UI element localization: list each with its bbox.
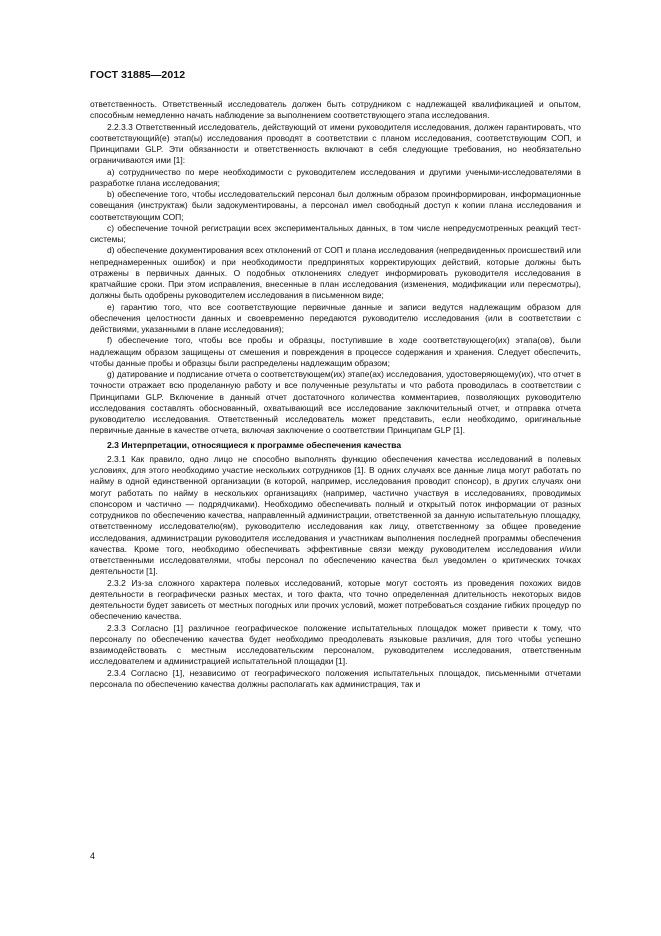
list-item-b: b) обеспечение того, чтобы исследовательский персонал был должным образом проинформирован, информационные совещания (инструктаж) были задокументированы, а персонал имел свободный доступ к копии плана исследования и соответствующим СОП; <box>90 189 581 222</box>
paragraph-2-3-2: 2.3.2 Из-за сложного характера полевых исследований, которые могут состоять из проведения похожих видов деятельности в географически разных местах, и того факта, что точно определенная длительность некоторых видов деятельности будет зависеть от местных погодных или прочих условий, может потребоваться создание гибких процедур по обеспечению качества. <box>90 577 581 622</box>
list-item-a: а) сотрудничество по мере необходимости с руководителем исследования и другими учеными-исследователями в разработке плана исследования; <box>90 166 581 188</box>
list-item-d: d) обеспечение документирования всех отклонений от СОП и плана исследования (непредвиденных происшествий или непреднамеренных ошибок) и при необходимости предпринятых корректирующих действий, которые должны быть отражены в первичных данных. О подобных отклонениях следует информировать руководителя исследования в кратчайшие сроки. При этом исправления, внесенные в план исследования (изменения, модификации или пересмотры), должны быть одобрены руководителем исследования в письменном виде; <box>90 245 581 301</box>
list-item-f: f) обеспечение того, чтобы все пробы и образцы, поступившие в ходе соответствующего(их) этапа(ов), были надлежащим образом защищены от смешения и повреждения в процессе содержания и хранения. Следует обеспечить, чтобы данные пробы и образцы были распределены надлежащим образом; <box>90 335 581 368</box>
page-number: 4 <box>90 851 96 861</box>
paragraph-2-2-3-3: 2.2.3.3 Ответственный исследователь, действующий от имени руководителя исследования, должен гарантировать, что соответствующий(е) этап(ы) исследования проводят в соответствии с планом исследования, соответствующим СОП, и Принципами GLP. Эти обязанности и ответственность включают в себя следующие требования, но необязательно ограничиваются ими [1]: <box>90 121 581 166</box>
list-item-e: е) гарантию того, что все соответствующие первичные данные и записи ведутся надлежащим образом для обеспечения целостности данных и своевременно передаются руководителю исследования (или в соответствии с действиями, указанными в плане исследования); <box>90 301 581 334</box>
standard-header: ГОСТ 31885—2012 <box>90 69 186 81</box>
section-heading-2-3: 2.3 Интерпретации, относящиеся к программе обеспечения качества <box>107 439 402 450</box>
document-body <box>90 99 581 690</box>
paragraph-2-3-3: 2.3.3 Согласно [1] различное географическое положение испытательных площадок может привести к тому, что персоналу по обеспечению качества будет необходимо преодолевать языковые различия, для того чтобы успешно взаимодействовать с местным исследовательским персоналом, руководителем исследования, ответственным исследователем и администрацией испытательной площадки [1]. <box>90 622 581 667</box>
paragraph-2-3-1: 2.3.1 Как правило, одно лицо не способно выполнять функцию обеспечения качества исследований в полевых условиях, для этого необходимо участие нескольких сотрудников [1]. В одних случаях все данные лица могут работать по найму в одной единственной организации (в которой, например, исследования проводит спонсор), в других случаях они могут работать по найму в нескольких организациях (например, частично участвуя в исследованиях, проводимых спонсором и частично — подрядчиками). Необходимо обеспечивать полный и открытый поток информации от разных сотрудников по обеспечению качества, направленный администрации, ответственной за данную испытательную площадку, ответственному исследователю(ям), руководителю исследования как лицу, ответственному за общее проведение исследования, администрации руководителя исследования и участникам выполнения последней программы обеспечения качества. Кроме того, необходимо обеспечивать эффективные связи между руководителем исследования и/или ответственными исследователями, чтобы персонал по обеспечению качества был уведомлен о критических точках деятельности [1]. <box>90 453 581 577</box>
list-item-g: g) датирование и подписание отчета о соответствующем(их) этапе(ах) исследования, удостоверяющему(их), что отчет в точности отражает всю проделанную работу и все полученные результаты и что работа проводилась в соответствии с Принципами GLP. Включение в данный отчет достаточного количества комментариев, позволяющих руководителю исследования составлять обоснованный, охватывающий все исследование заключительный отчет, и отправка отчета руководителю исследования. Ответственный исследователь может представить, если необходимо, оригинальные первичные данные в качестве отчета, включая заключение о соответствии Принципам GLP [1]. <box>90 369 581 436</box>
list-item-c: с) обеспечение точной регистрации всех экспериментальных данных, в том числе непредусмотренных реакций тест-системы; <box>90 222 581 244</box>
paragraph-2-3-4: 2.3.4 Согласно [1], независимо от географического положения испытательных площадок, письменными отчетами персонала по обеспечению качества должны располагать как администрация, так и <box>90 667 581 689</box>
paragraph-continuation: ответственность. Ответственный исследователь должен быть сотрудником с надлежащей квалификацией и опытом, способным немедленно начать наблюдение за выполнением соответствующего этапа исследования. <box>90 99 581 121</box>
